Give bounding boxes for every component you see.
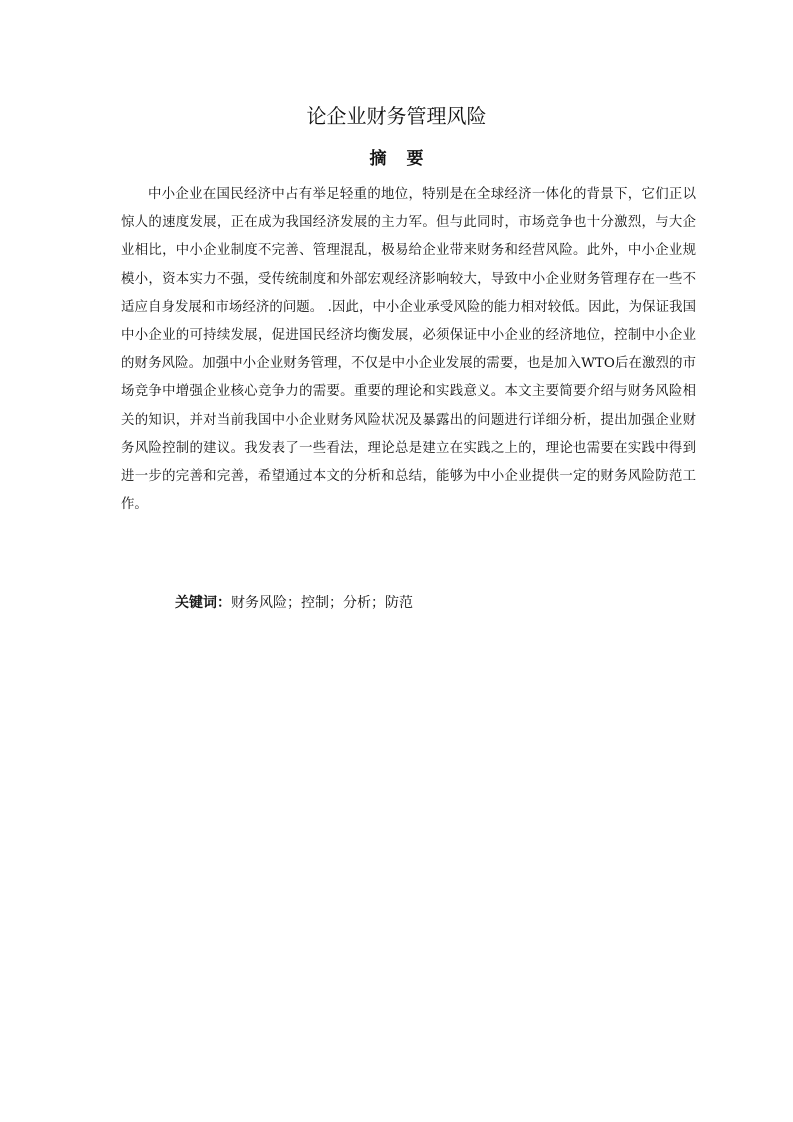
document-title: 论企业财务管理风险 xyxy=(306,104,487,128)
keywords-value: 财务风险；控制；分析；防范 xyxy=(231,595,413,611)
abstract-body: 中小企业在国民经济中占有举足轻重的地位，特别是在全球经济一体化的背景下，它们正以惊人的速度发展，正在成为我国经济发展的主力军。但与此同时，市场竞争也十分激烈，与大企业相比，中小企业制度不完善、管理混乱，极易给企业带来财务和经营风险。此外，中小企业规模小，资本实力不强，受传统制度和外部宏观经济影响较大，导致中小企业财务管理存在一些不适应自身发展和市场经济的问题。 .因此，中小企业承受风险的能力相对较低。因此，为保证我国中小企业的可持续发展，促进国民经济均衡发展，必须保证中小企业的经济地位，控制中小企业的财务风险。加强中小企业财务管理，不仅是中小企业发展的需要，也是加入WTO后在激烈的市场竞争中增强企业核心竞争力的需要。重要的理论和实践意义。本文主要简要介绍与财务风险相关的知识，并对当前我国中小企业财务风险状况及暴露出的问题进行详细分析，提出加强企业财务风险控制的建议。我发表了一些看法，理论总是建立在实践之上的，理论也需要在实践中得到进一步的完善和完善，希望通过本文的分析和总结，能够为中小企业提供一定的财务风险防范工作。 xyxy=(121,187,696,513)
keywords-line xyxy=(175,591,675,615)
keywords-label: 关键词： xyxy=(175,595,231,611)
abstract-heading: 摘要 xyxy=(369,149,444,169)
